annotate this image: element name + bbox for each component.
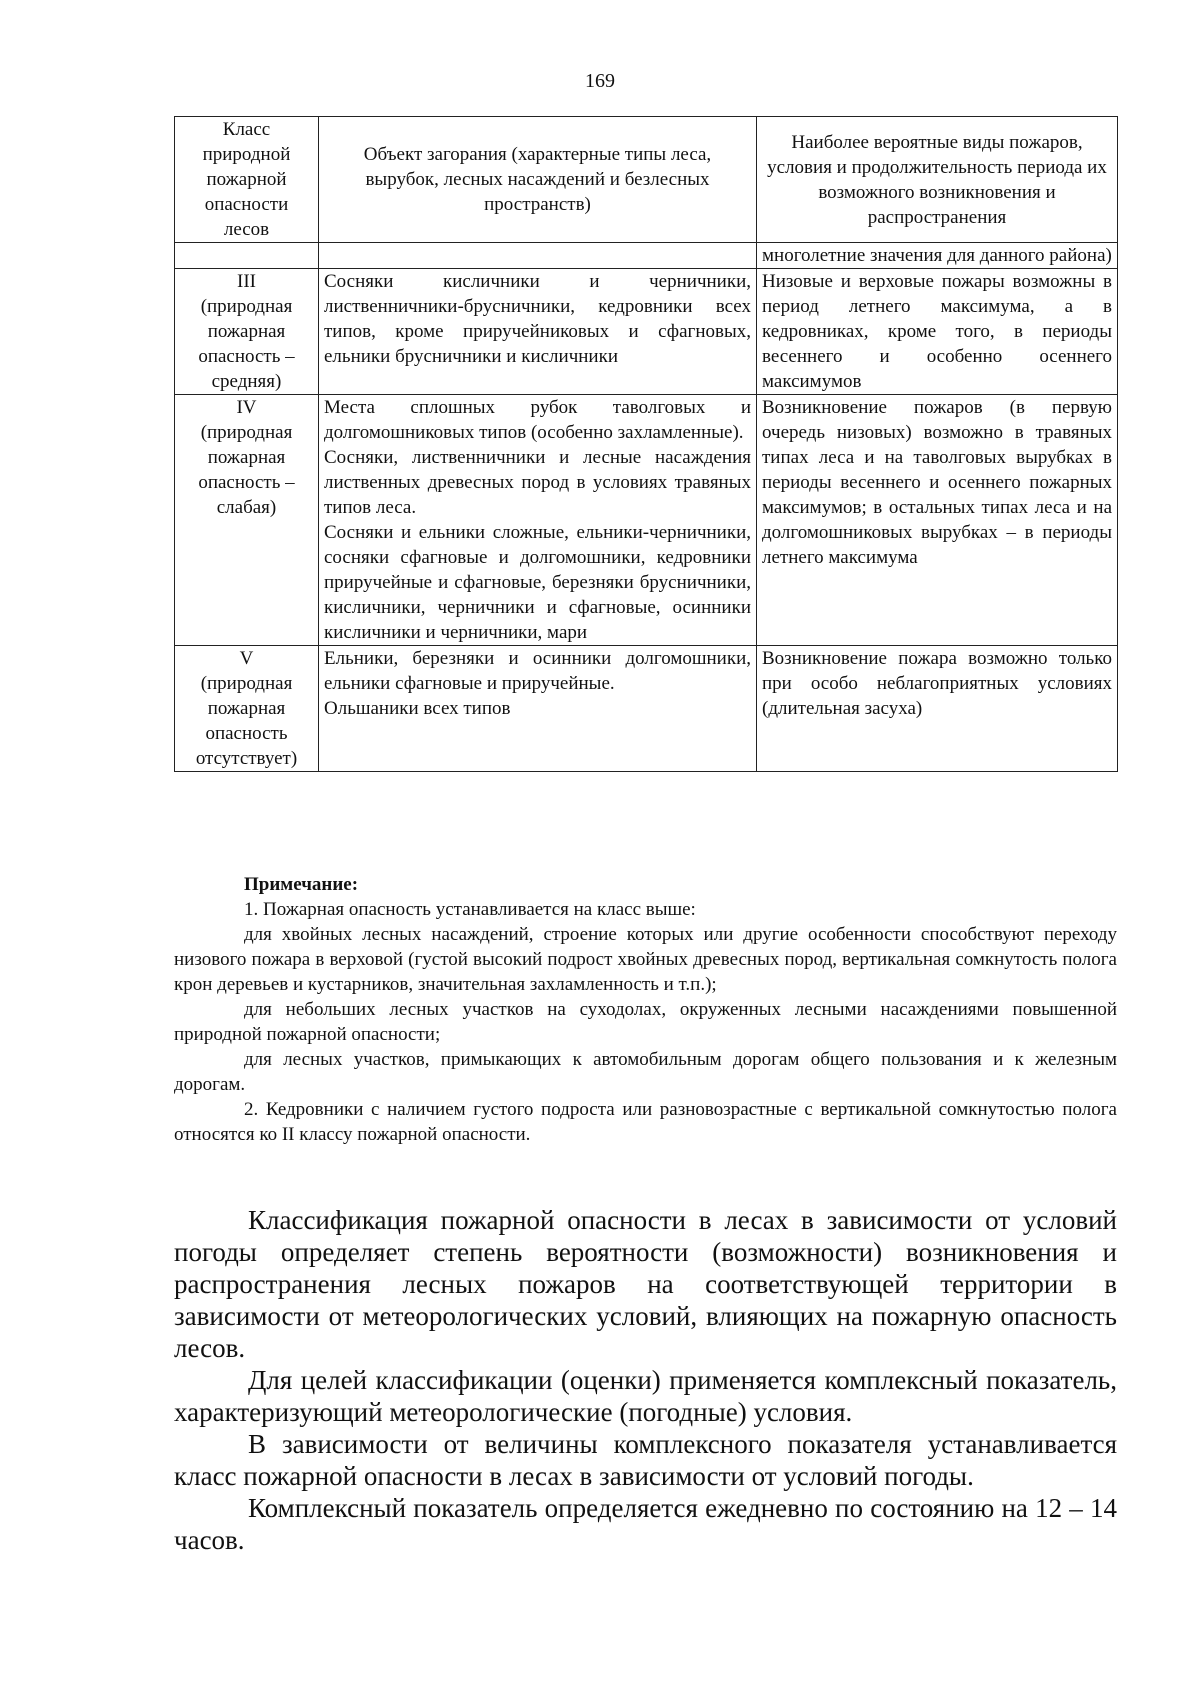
- body-text: [174, 1204, 1117, 1556]
- cell-object: [319, 269, 757, 395]
- body-paragraph: Комплексный показатель определяется ежедневно по состоянию на 12 – 14 часов.: [174, 1493, 1117, 1555]
- table-row-class-v: [175, 646, 1118, 772]
- object-paragraph: Места сплошных рубок таволговых и долгомошниковых типов (особенно захламленные).: [324, 397, 751, 443]
- cell-object: [319, 646, 757, 772]
- header-fires: Наиболее вероятные виды пожаров, условия и продолжительность периода их возможного возникновения и распространения: [757, 117, 1118, 243]
- object-paragraph: Ольшаники всех типов: [324, 698, 511, 719]
- cell-class: [175, 646, 319, 772]
- note-subitem: для лесных участков, примыкающих к автомобильным дорогам общего пользования и к железным дорогам.: [174, 1049, 1117, 1095]
- cell-object: [319, 395, 757, 646]
- note-item: 2. Кедровники с наличием густого подроста или разновозрастные с вертикальной сомкнутостью полога относятся ко II классу пожарной опасности.: [174, 1099, 1117, 1145]
- class-description: (природная пожарная опасность отсутствует): [195, 673, 298, 769]
- class-description: (природная пожарная опасность – слабая): [198, 422, 295, 518]
- table-row-class-iv: [175, 395, 1118, 646]
- table-header-row: [175, 117, 1118, 243]
- cell-class: [175, 395, 319, 646]
- header-class: Класс природной пожарной опасности лесов: [175, 117, 319, 243]
- cell-class: [175, 269, 319, 395]
- class-number: V: [239, 648, 254, 669]
- fire-danger-table: [174, 116, 1118, 772]
- class-number: III: [237, 271, 256, 292]
- header-object: Объект загорания (характерные типы леса, вырубок, лесных насаждений и безлесных пространств): [319, 117, 757, 243]
- note-title: Примечание:: [244, 874, 359, 895]
- note-subitem: для небольших лесных участков на суходолах, окруженных лесными насаждениями повышенной природной пожарной опасности;: [174, 999, 1117, 1045]
- table-row-continuation: [175, 243, 1118, 269]
- cell-fires: Возникновение пожара возможно только при особо неблагоприятных условиях (длительная засуха): [757, 646, 1118, 772]
- body-paragraph: В зависимости от величины комплексного показателя устанавливается класс пожарной опасности в лесах в зависимости от условий погоды.: [174, 1429, 1117, 1491]
- note-subitem: для хвойных лесных насаждений, строение которых или другие особенности способствуют переходу низового пожара в верховой (густой высокий подрост хвойных древесных пород, вертикальная сомкнутость полога крон деревьев и кустарников, значительная захламленность и т.п.);: [174, 924, 1117, 995]
- page-number: 169: [585, 70, 615, 92]
- note-item: 1. Пожарная опасность устанавливается на класс выше:: [244, 899, 696, 920]
- cell-class: [175, 243, 319, 269]
- cell-fires: Возникновение пожаров (в первую очередь низовых) возможно в травяных типах леса и на таволговых вырубках в периоды весеннего и осеннего пожарных максимумов; в остальных типах леса и на долгомошниковых вырубках – в периоды летнего максимума: [757, 395, 1118, 646]
- object-paragraph: Сосняки, лиственничники и лесные насаждения лиственных древесных пород в условиях травяных типов леса.: [324, 447, 751, 518]
- table-row-class-iii: [175, 269, 1118, 395]
- object-paragraph: Сосняки и ельники сложные, ельники-черничники, сосняки сфагновые и долгомошники, кедровники приручейные и сфагновые, березняки брусничники, кисличники, черничники и сфагновые, осинники кисличники и черничники, мари: [324, 522, 751, 643]
- table-note: [174, 872, 1117, 1147]
- class-description: (природная пожарная опасность – средняя): [198, 296, 295, 392]
- cell-object: [319, 243, 757, 269]
- cell-fires: Низовые и верховые пожары возможны в период летнего максимума, а в кедровниках, кроме того, в периоды весеннего и особенно осеннего максимумов: [757, 269, 1118, 395]
- body-paragraph: Для целей классификации (оценки) применяется комплексный показатель, характеризующий метеорологические (погодные) условия.: [174, 1365, 1117, 1427]
- cell-fires: многолетние значения для данного района): [757, 243, 1118, 269]
- object-paragraph: Сосняки кисличники и черничники, лиственничники-брусничники, кедровники всех типов, кроме приручейниковых и сфагновых, ельники брусничники и кисличники: [324, 271, 751, 367]
- body-paragraph: Классификация пожарной опасности в лесах в зависимости от условий погоды определяет степень вероятности (возможности) возникновения и распространения лесных пожаров на соответствующей территории в зависимости от метеорологических условий, влияющих на пожарную опасность лесов.: [174, 1205, 1117, 1363]
- object-paragraph: Ельники, березняки и осинники долгомошники, ельники сфагновые и приручейные.: [324, 648, 751, 694]
- class-number: IV: [236, 397, 257, 418]
